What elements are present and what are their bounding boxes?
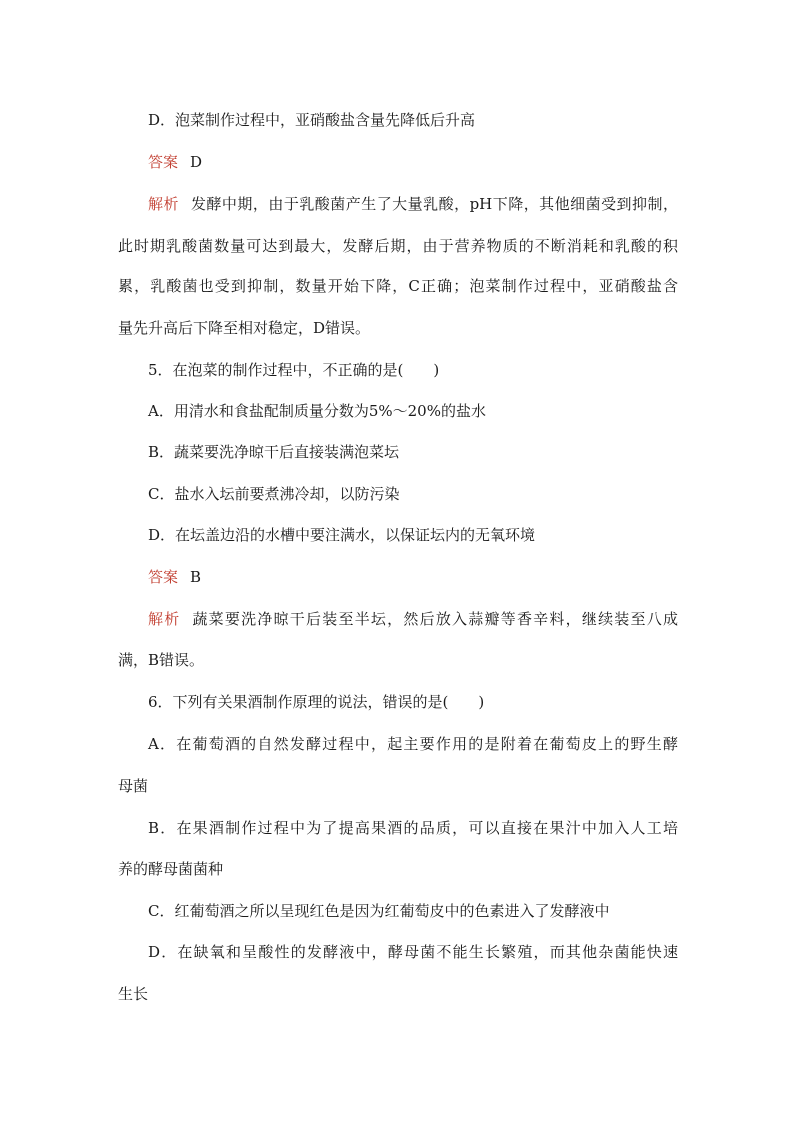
q5-option-b: B．蔬菜要洗净晾干后直接装满泡菜坛 (148, 443, 400, 461)
q6-option-b-line-1: B．在果酒制作过程中为了提高果酒的品质，可以直接在果汁中加入人工培 (148, 819, 678, 837)
analysis-text: 发酵中期，由于乳酸菌产生了大量乳酸，pH下降，其他细菌受到抑制， (190, 195, 678, 213)
q4-option-d: D．泡菜制作过程中，亚硝酸盐含量先降低后升高 (148, 111, 476, 129)
q6-option-d-line-2: 生长 (118, 985, 149, 1003)
analysis-label: 解析 (148, 195, 179, 213)
q5-option-c: C．盐水入坛前要煮沸冷却，以防污染 (148, 485, 400, 503)
answer-value: B (190, 568, 202, 586)
analysis-text: 蔬菜要洗净晾干后装至半坛，然后放入蒜瓣等香辛料，继续装至八成 (192, 610, 678, 628)
answer-label: 答案 (148, 153, 179, 171)
q4-analysis-line-2: 此时期乳酸菌数量可达到最大，发酵后期，由于营养物质的不断消耗和乳酸的积 (118, 237, 678, 255)
q6-option-d-line-1: D．在缺氧和呈酸性的发酵液中，酵母菌不能生长繁殖，而其他杂菌能快速 (148, 943, 678, 961)
q6-stem: 6．下列有关果酒制作原理的说法，错误的是( ) (148, 693, 485, 711)
q5-option-d: D．在坛盖边沿的水槽中要注满水，以保证坛内的无氧环境 (148, 526, 536, 544)
q6-option-b-line-2: 养的酵母菌菌种 (118, 860, 224, 878)
q4-answer (148, 152, 708, 172)
q4-analysis-line-1 (148, 194, 678, 214)
q5-option-a: A．用清水和食盐配制质量分数为5%～20%的盐水 (148, 402, 486, 420)
analysis-label: 解析 (148, 610, 181, 628)
answer-value: D (190, 153, 203, 171)
q5-answer (148, 567, 708, 587)
q6-option-a-line-1: A．在葡萄酒的自然发酵过程中，起主要作用的是附着在葡萄皮上的野生酵 (148, 735, 678, 753)
q6-option-c: C．红葡萄酒之所以呈现红色是因为红葡萄皮中的色素进入了发酵液中 (148, 902, 610, 920)
q5-analysis-line-1 (148, 609, 678, 629)
answer-label: 答案 (148, 568, 179, 586)
q5-stem: 5．在泡菜的制作过程中，不正确的是( ) (148, 361, 440, 379)
q4-analysis-line-4: 量先升高后下降至相对稳定，D错误。 (118, 319, 371, 337)
q4-analysis-line-3: 累，乳酸菌也受到抑制，数量开始下降，C正确；泡菜制作过程中，亚硝酸盐含 (118, 277, 678, 295)
q5-analysis-line-2: 满，B错误。 (118, 651, 205, 669)
q6-option-a-line-2: 母菌 (118, 777, 149, 795)
